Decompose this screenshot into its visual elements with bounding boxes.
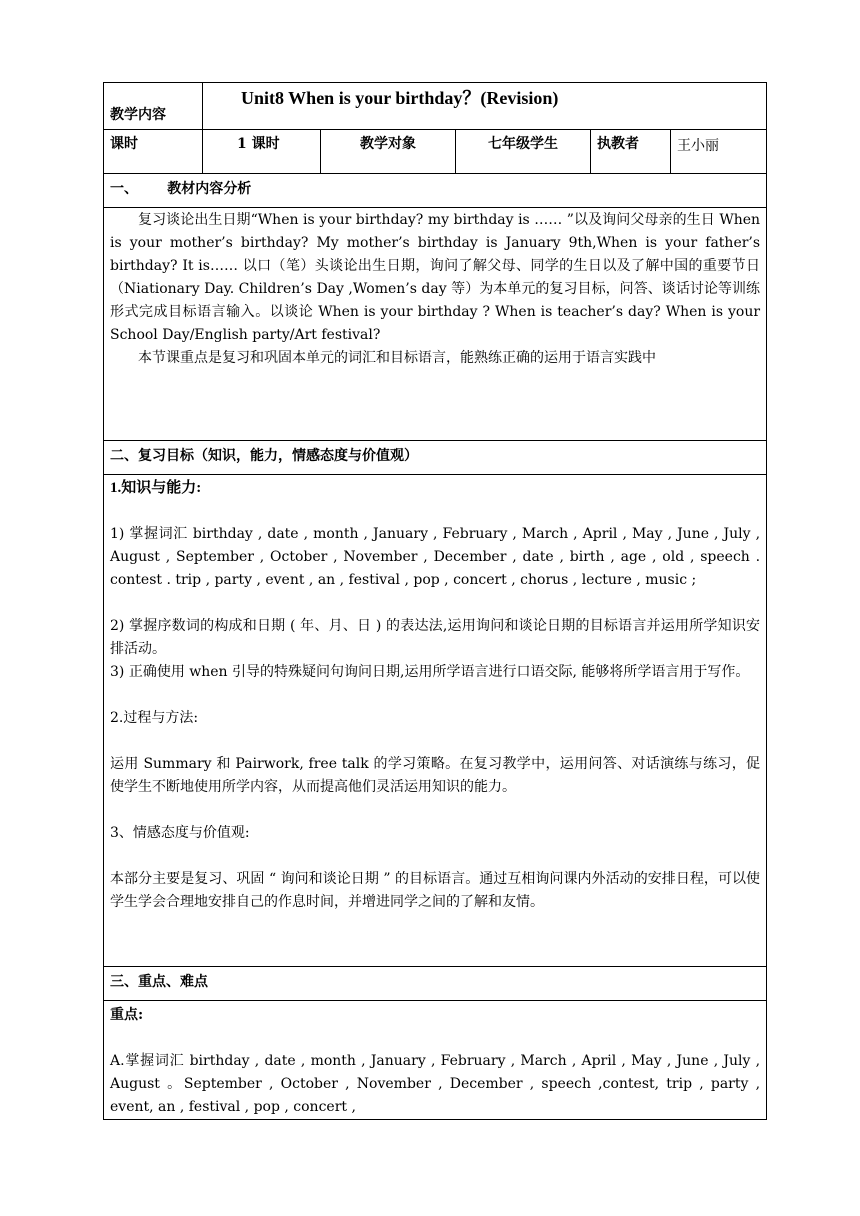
lesson-plan-table	[103, 82, 767, 1120]
teacher-value: 王小丽	[671, 130, 767, 174]
section1-paragraph-2: 本节课重点是复习和巩固本单元的词汇和目标语言，能熟练正确的运用于语言实践中	[138, 350, 656, 366]
key-points-label: 重点:	[110, 1007, 144, 1023]
audience-value: 七年级学生	[456, 130, 591, 174]
section1-heading	[104, 174, 767, 208]
knowledge-subheading: 1.知识与能力:	[110, 480, 202, 496]
section2-heading: 二、复习目标（知识，能力，情感态度与价值观）	[104, 441, 767, 475]
objective-item-3: 3) 正确使用 when 引导的特殊疑问句询问日期,运用所学语言进行口语交际, 能够将所学语言用于写作。	[110, 664, 750, 680]
period-value	[203, 130, 321, 174]
section3-body	[104, 1001, 767, 1120]
objective-item-2: 2) 掌握序数词的构成和日期 ( 年、月、日 ) 的表达法,运用询问和谈论日期的目标语言并运用所学知识安排活动。	[110, 618, 761, 657]
section1-heading-text: 一、 教材内容分析	[110, 181, 252, 197]
process-text: 运用 Summary 和 Pairwork, free talk 的学习策略。在复习教学中，运用问答、对话演练与练习，促使学生不断地使用所学内容，从而提高他们灵活运用知识的能力。	[110, 756, 761, 795]
section3-heading: 三、重点、难点	[104, 967, 767, 1001]
process-subheading: 2.过程与方法:	[110, 710, 199, 726]
content-label: 教学内容	[104, 83, 203, 130]
period-label: 课时	[104, 130, 203, 174]
section2-body	[104, 475, 767, 967]
teacher-label: 执教者	[591, 130, 671, 174]
attitude-text: 本部分主要是复习、巩固 “ 询问和谈论日期 ” 的目标语言。通过互相询问课内外活动的安排日程，可以使学生学会合理地安排自己的作息时间，并增进同学之间的了解和友情。	[110, 871, 761, 910]
attitude-subheading: 3、情感态度与价值观:	[110, 825, 250, 841]
section1-body	[104, 208, 767, 441]
period-value-text: 1 课时	[237, 136, 280, 152]
section1-paragraph-1: 复习谈论出生日期“When is your birthday? my birthday is …… ”以及询问父母亲的生日 When is your mother’s birthday? My mother’s birthday is January 9th,When is your father’s birthday? It is…… 以口（笔）头谈论出生日期，询问了解父母、同学的生日以及了解中国的重要节日（Niationary Day. Children’s Day ,Women’s day 等）为本单元的复习目标，问答、谈话讨论等训练形式完成目标语言输入。以谈论 When is your birthday ? When is teacher’s day? When is your School Day/English party/Art festival?	[110, 212, 761, 343]
audience-label: 教学对象	[321, 130, 456, 174]
key-point-a: A.掌握词汇 birthday , date , month , January , February , March , April , May , June , July , August 。September , October , November , December , speech ,contest, trip , party , event, an , festival , pop , concert ,	[110, 1053, 761, 1115]
objective-item-1: 1) 掌握词汇 birthday , date , month , January , February , March , April , May , June , July , August , September , October , November , December , date , birth , age , old , speech . contest . trip , party , event , an , festival , pop , concert , chorus , lecture , music ;	[110, 526, 761, 588]
lesson-title-text: Unit8 When is your birthday？(Revision)	[241, 88, 559, 108]
lesson-title	[203, 83, 767, 130]
